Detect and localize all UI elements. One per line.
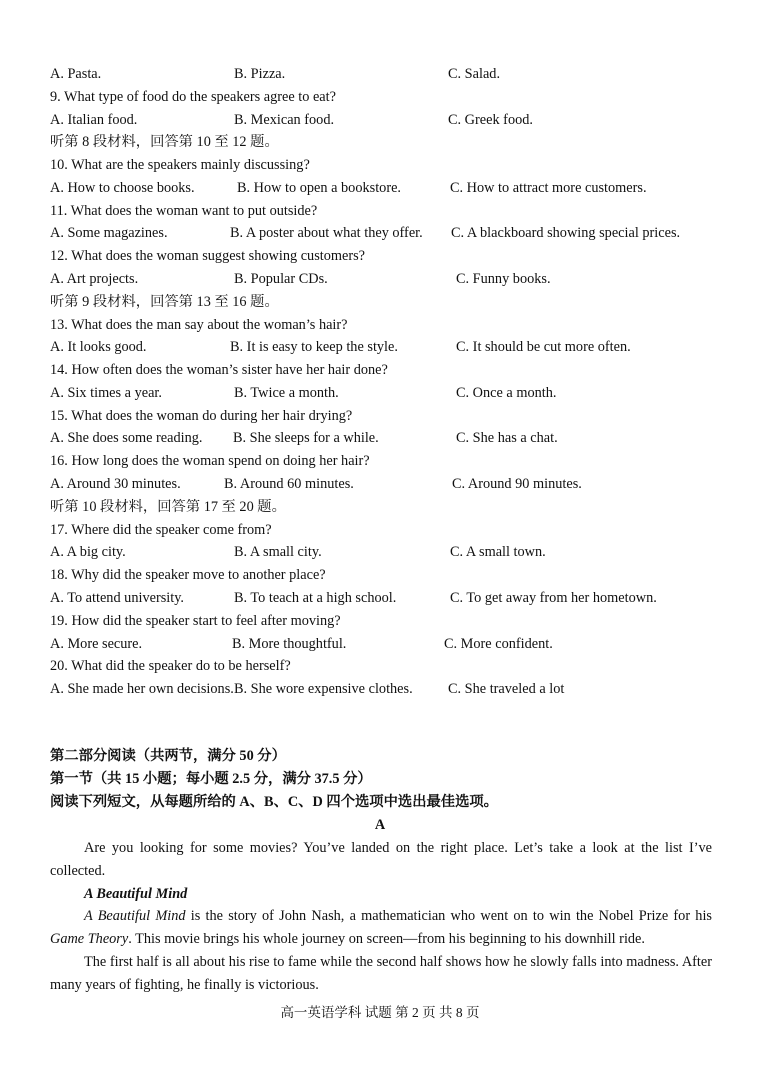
option-a: A. Art projects. bbox=[50, 271, 139, 287]
option-row bbox=[0, 336, 760, 358]
movie-paragraph-2: The first half is all about his rise to fame while the second half shows how he slowly falls into madness. After many years of fighting, he finally is victorious. bbox=[50, 954, 712, 993]
option-c: C. Around 90 minutes. bbox=[452, 476, 582, 492]
option-c: C. To get away from her hometown. bbox=[450, 590, 657, 606]
option-b: B. Popular CDs. bbox=[234, 271, 328, 287]
option-row bbox=[0, 222, 760, 244]
option-a: A. She does some reading. bbox=[50, 430, 203, 446]
option-a: A. It looks good. bbox=[50, 339, 147, 355]
question-text: 15. What does the woman do during her hair drying? bbox=[50, 408, 353, 424]
question-text: 14. How often does the woman’s sister have her hair done? bbox=[50, 362, 388, 378]
option-c: C. A small town. bbox=[450, 544, 546, 560]
option-row bbox=[0, 587, 760, 609]
option-a: A. A big city. bbox=[50, 544, 126, 560]
option-c: C. A blackboard showing special prices. bbox=[451, 225, 681, 241]
option-a: A. More secure. bbox=[50, 636, 143, 652]
passage-intro: Are you looking for some movies? You’ve landed on the right place. Let’s take a look at the list I’ve collected. bbox=[50, 840, 712, 879]
option-b: B. It is easy to keep the style. bbox=[230, 339, 398, 355]
paragraph-1-part-b: . This movie brings his whole journey on screen—from his beginning to his downhill ride. bbox=[128, 931, 645, 947]
option-a: A. Some magazines. bbox=[50, 225, 168, 241]
option-a: A. She made her own decisions. bbox=[50, 681, 234, 697]
question-text: 18. Why did the speaker move to another place? bbox=[50, 567, 326, 583]
movie-title-inline: A Beautiful Mind bbox=[84, 908, 186, 924]
listening-material-heading: 听第 10 段材料，回答第 17 至 20 题。 bbox=[50, 499, 286, 515]
option-a: A. To attend university. bbox=[50, 590, 185, 606]
option-row bbox=[0, 427, 760, 449]
section-title: 第一节（共 15 小题；每小题 2.5 分，满分 37.5 分） bbox=[50, 771, 372, 787]
option-row bbox=[0, 541, 760, 563]
option-a: A. How to choose books. bbox=[50, 180, 195, 196]
passage-letter: A bbox=[374, 817, 386, 833]
option-c: C. It should be cut more often. bbox=[456, 339, 631, 355]
option-row bbox=[0, 382, 760, 404]
question-text: 17. Where did the speaker come from? bbox=[50, 522, 272, 538]
movie-paragraph-1 bbox=[50, 905, 712, 951]
question-text: 16. How long does the woman spend on doing her hair? bbox=[50, 453, 370, 469]
game-theory-term: Game Theory bbox=[50, 931, 129, 947]
option-row bbox=[0, 678, 760, 700]
question-text: 9. What type of food do the speakers agree to eat? bbox=[50, 89, 336, 105]
option-c: C. More confident. bbox=[444, 636, 553, 652]
option-row bbox=[0, 633, 760, 655]
option-c: C. Once a month. bbox=[456, 385, 557, 401]
option-b: B. Pizza. bbox=[234, 66, 286, 82]
question-text: 20. What did the speaker do to be herself? bbox=[50, 658, 291, 674]
option-c: C. She traveled a lot bbox=[448, 681, 565, 697]
movie-title: A Beautiful Mind bbox=[84, 886, 188, 902]
option-row bbox=[0, 473, 760, 495]
question-text: 11. What does the woman want to put outside? bbox=[50, 203, 318, 219]
option-c: C. Greek food. bbox=[448, 112, 533, 128]
option-row bbox=[0, 109, 760, 131]
option-a: A. Pasta. bbox=[50, 66, 102, 82]
question-text: 13. What does the man say about the woman’s hair? bbox=[50, 317, 348, 333]
paragraph-1-part-a: is the story of John Nash, a mathematician who went on to win the Nobel Prize for his bbox=[185, 908, 712, 924]
part-title: 第二部分阅读（共两节，满分 50 分） bbox=[50, 748, 286, 764]
option-b: B. A poster about what they offer. bbox=[230, 225, 423, 241]
option-b: B. She wore expensive clothes. bbox=[234, 681, 413, 697]
option-b: B. She sleeps for a while. bbox=[233, 430, 379, 446]
option-c: C. Salad. bbox=[448, 66, 501, 82]
option-b: B. How to open a bookstore. bbox=[237, 180, 401, 196]
question-text: 19. How did the speaker start to feel after moving? bbox=[50, 613, 341, 629]
option-b: B. Mexican food. bbox=[234, 112, 335, 128]
option-a: A. Italian food. bbox=[50, 112, 138, 128]
question-text: 12. What does the woman suggest showing customers? bbox=[50, 248, 366, 264]
option-b: B. A small city. bbox=[234, 544, 322, 560]
option-b: B. Twice a month. bbox=[234, 385, 339, 401]
option-row bbox=[0, 177, 760, 199]
reading-instruction: 阅读下列短文，从每题所给的 A、B、C、D 四个选项中选出最佳选项。 bbox=[50, 794, 498, 810]
option-b: B. To teach at a high school. bbox=[234, 590, 397, 606]
page-footer: 高一英语学科 试题 第 2 页 共 8 页 bbox=[280, 1005, 480, 1020]
option-b: B. More thoughtful. bbox=[232, 636, 347, 652]
listening-material-heading: 听第 9 段材料，回答第 13 至 16 题。 bbox=[50, 294, 279, 310]
option-a: A. Around 30 minutes. bbox=[50, 476, 181, 492]
option-c: C. Funny books. bbox=[456, 271, 551, 287]
listening-material-heading: 听第 8 段材料，回答第 10 至 12 题。 bbox=[50, 134, 279, 150]
option-row bbox=[0, 63, 760, 85]
option-c: C. She has a chat. bbox=[456, 430, 558, 446]
option-row bbox=[0, 268, 760, 290]
option-b: B. Around 60 minutes. bbox=[224, 476, 354, 492]
option-c: C. How to attract more customers. bbox=[450, 180, 647, 196]
question-text: 10. What are the speakers mainly discussing? bbox=[50, 157, 310, 173]
option-a: A. Six times a year. bbox=[50, 385, 162, 401]
